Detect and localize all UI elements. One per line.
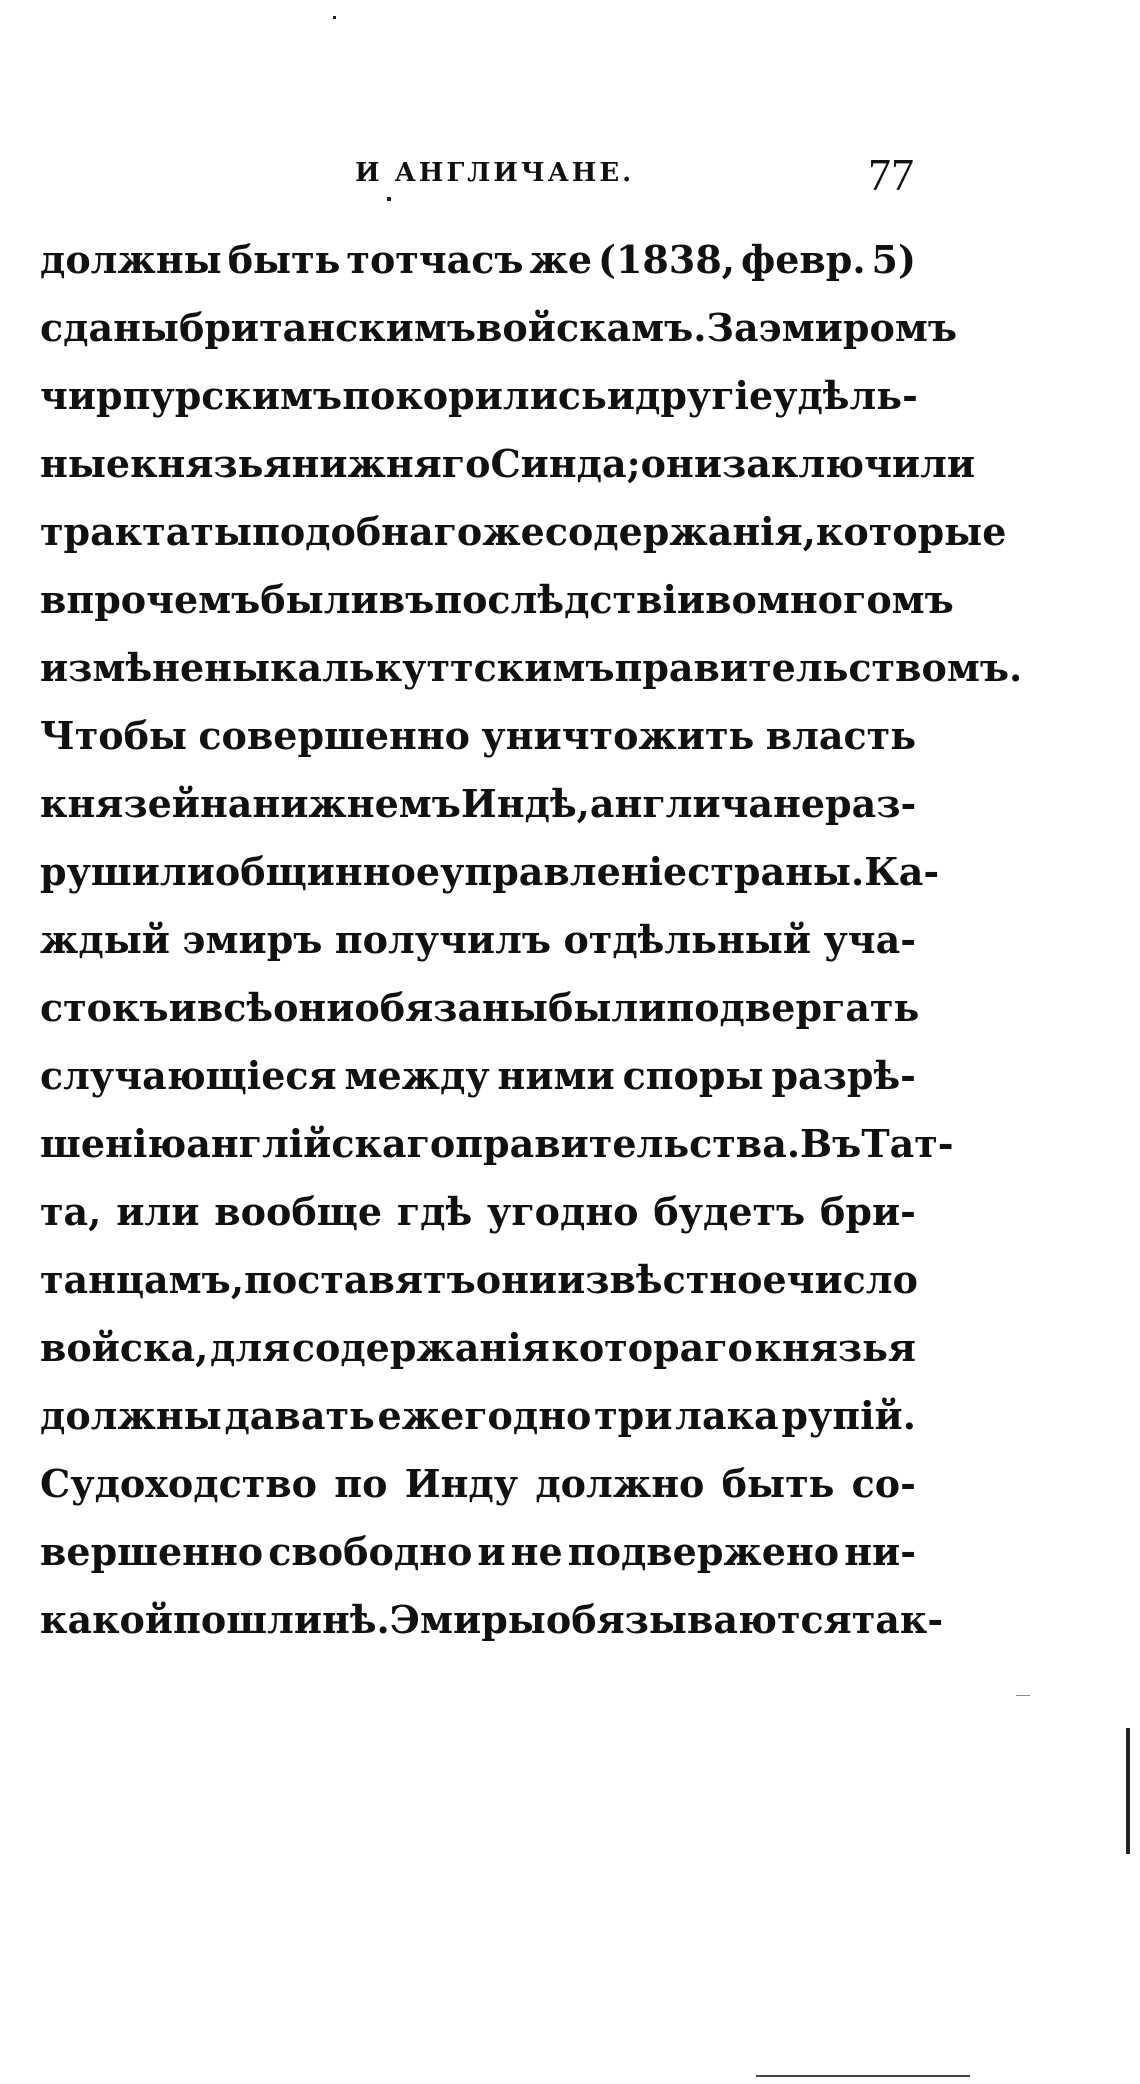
word: какой (40, 1597, 174, 1642)
word: князья (130, 441, 292, 486)
word: должны (40, 237, 222, 282)
word: не (510, 1529, 563, 1574)
word: же (482, 509, 545, 554)
word: войска, (40, 1325, 209, 1370)
word: поставятъ (244, 1257, 476, 1302)
word: обязываются (545, 1597, 852, 1642)
word: на (199, 781, 253, 826)
word: они (640, 441, 722, 486)
word: свободно (268, 1529, 473, 1574)
text-line (40, 1450, 916, 1518)
word: другіе (635, 373, 774, 418)
word: рушили (40, 849, 215, 894)
word: заключили (722, 441, 976, 486)
word: (1838, (598, 237, 735, 282)
word: для (210, 1325, 291, 1370)
word: шенію (40, 1121, 187, 1166)
word: число (786, 1257, 918, 1302)
word: уничтожить (481, 713, 755, 758)
word: правительствомъ. (614, 645, 1023, 690)
word: общинное (214, 849, 441, 894)
word: совершенно (198, 713, 471, 758)
word: пошлинѣ. (173, 1597, 390, 1642)
text-line (40, 430, 976, 498)
scan-speck (333, 16, 336, 19)
word: трактаты (40, 509, 252, 554)
word: британскимъ (179, 305, 477, 350)
word: извѣстное (557, 1257, 787, 1302)
word: За (706, 305, 759, 350)
text-line (40, 634, 1023, 702)
text-line (40, 362, 916, 430)
scan-speck (1016, 1695, 1030, 1696)
word: ждый (40, 917, 170, 962)
page-edge-mark (1126, 1728, 1130, 1854)
word: получилъ (334, 917, 552, 962)
body-text (40, 226, 1023, 1654)
word: вершенно (40, 1529, 264, 1574)
word: три (594, 1393, 673, 1438)
word: подобнаго (252, 509, 483, 554)
word: раз- (825, 781, 917, 826)
word: англичане (589, 781, 826, 826)
word: Чтобы (40, 713, 188, 758)
text-line (40, 1246, 916, 1314)
word: быть (721, 1461, 835, 1506)
word: же (529, 237, 593, 282)
word: быть (227, 237, 341, 282)
word: угодно (487, 1189, 639, 1234)
word: покорились (342, 373, 607, 418)
word: были (260, 577, 379, 622)
word: уча- (823, 917, 916, 962)
word: они (273, 985, 355, 1030)
text-line (40, 906, 916, 974)
word: котораго (551, 1325, 753, 1370)
word: содержанія, (544, 509, 816, 554)
word: по (334, 1461, 388, 1506)
word: так- (851, 1597, 944, 1642)
word: чирпурскимъ (40, 373, 343, 418)
text-line (40, 1518, 916, 1586)
word: разрѣ- (771, 1053, 916, 1098)
word: Индѣ, (460, 781, 590, 826)
text-line (40, 566, 954, 634)
word: будетъ (653, 1189, 806, 1234)
word: Ка- (864, 849, 940, 894)
word: страны. (687, 849, 865, 894)
word: ные (40, 441, 131, 486)
word: споры (622, 1053, 764, 1098)
text-line (40, 1586, 944, 1654)
text-line (40, 1178, 916, 1246)
text-line (40, 498, 1007, 566)
text-line (40, 1314, 916, 1382)
word: и (477, 1529, 506, 1574)
word: обязаны (354, 985, 548, 1030)
word: эмиромъ (758, 305, 957, 350)
word: между (344, 1053, 490, 1098)
word: калькуттскимъ (270, 645, 615, 690)
word: они (475, 1257, 558, 1302)
text-line (40, 226, 916, 294)
word: Тат- (861, 1121, 954, 1166)
word: послѣдствіи (434, 577, 706, 622)
word: должно (535, 1461, 705, 1506)
text-line (40, 974, 920, 1042)
word: князья (754, 1325, 916, 1370)
word: и (168, 985, 197, 1030)
word: бри- (820, 1189, 916, 1234)
page-number: 77 (868, 149, 914, 200)
text-line (40, 294, 957, 362)
word: войскамъ. (476, 305, 707, 350)
word: Инду (404, 1461, 519, 1506)
text-line (40, 838, 940, 906)
running-head: И АНГЛИЧАНЕ. (355, 158, 635, 188)
word: гдѣ (396, 1189, 473, 1234)
word: подвержено (567, 1529, 840, 1574)
word: впрочемъ (40, 577, 261, 622)
word: управленіе (440, 849, 688, 894)
word: были (547, 985, 667, 1030)
word: давать (224, 1393, 375, 1438)
word: ни- (844, 1529, 916, 1574)
word: тотчасъ (346, 237, 524, 282)
word: англійскаго (186, 1121, 456, 1166)
word: Эмиры (389, 1597, 546, 1642)
word: нижнемъ (252, 781, 461, 826)
word: правительства. (455, 1121, 801, 1166)
word: измѣнены (40, 645, 271, 690)
word: нижняго (291, 441, 491, 486)
word: князей (40, 781, 200, 826)
word: со- (851, 1461, 916, 1506)
word: лака (675, 1393, 779, 1438)
word: подвергать (666, 985, 920, 1030)
word: содержанія (291, 1325, 550, 1370)
footer-rule (756, 2075, 970, 2077)
text-line (40, 770, 916, 838)
word: въ (378, 577, 435, 622)
word: танцамъ, (40, 1257, 245, 1302)
scan-speck (387, 197, 391, 201)
word: эмиръ (182, 917, 323, 962)
word: которые (815, 509, 1007, 554)
word: стокъ (40, 985, 169, 1030)
word: Судоходство (40, 1461, 318, 1506)
word: сданы (40, 305, 179, 350)
word: та, (40, 1189, 102, 1234)
word: отдѣльный (563, 917, 812, 962)
word: ними (497, 1053, 615, 1098)
word: Синда; (490, 441, 641, 486)
word: 5) (871, 237, 916, 282)
word: февр. (740, 237, 866, 282)
word: удѣль- (773, 373, 918, 418)
word: многомъ (756, 577, 954, 622)
word: рупій. (781, 1393, 916, 1438)
word: и (606, 373, 635, 418)
text-line (40, 1042, 916, 1110)
text-line (40, 1110, 954, 1178)
word: всѣ (196, 985, 274, 1030)
word: Въ (800, 1121, 862, 1166)
word: должны (40, 1393, 222, 1438)
word: вообще (214, 1189, 382, 1234)
word: случающіеся (40, 1053, 337, 1098)
word: во (705, 577, 757, 622)
word: власть (765, 713, 916, 758)
word: ежегодно (377, 1393, 592, 1438)
text-line (40, 1382, 916, 1450)
text-line (40, 702, 916, 770)
word: или (116, 1189, 200, 1234)
